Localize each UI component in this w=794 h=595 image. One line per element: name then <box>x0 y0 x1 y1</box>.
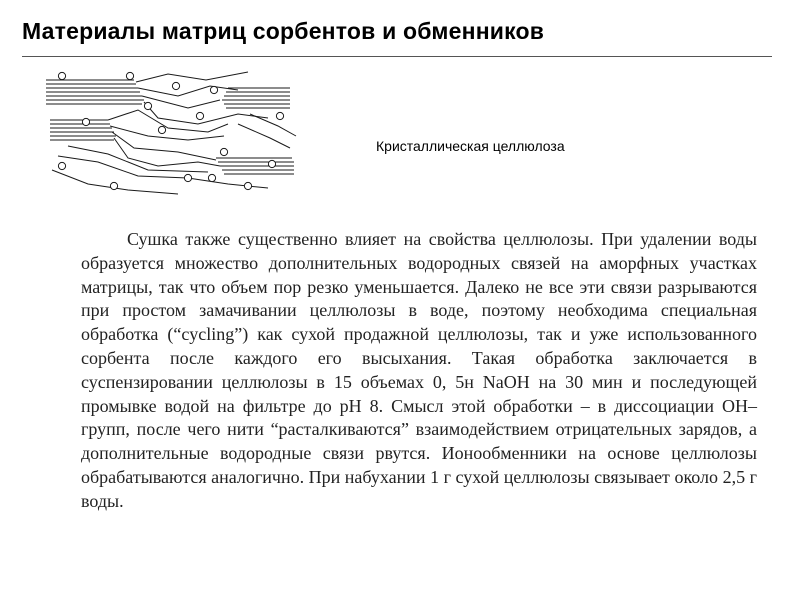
title-underline <box>22 56 772 57</box>
crystalline-region-left-top <box>46 80 144 104</box>
slide-title: Материалы матриц сорбентов и обменников <box>22 18 545 44</box>
side-group-circles <box>58 72 283 189</box>
crystalline-region-right <box>222 88 290 108</box>
crystalline-region-bottom-right <box>216 158 294 174</box>
body-paragraph: Сушка также существенно влияет на свойства целлюлозы. При удалении воды образуется множество дополнительных водородных связей на аморфных участках матрицы, так что объем пор резко уменьшается. Далеко не все эти связи разрываются при простом замачивании целлюлозы в воде, поэтому необходима специальная обработка (“cycling”) как сухой продажной целлюлозы, так и уже использованного сорбента после каждого его высыхания. Такая обработка заключается в суспензировании целлюлозы в 15 объемах 0, 5н NaOH на 30 мин и последующей промывке водой на фильтре до pH 8. Смысл этой обработки – в диссоциации ОН–групп, после чего нити “расталкиваются” взаимодействием отрицательных зарядов, а дополнительные водородные связи рвутся. Ионообменники на основе целлюлозы обрабатываются аналогично. При набухании 1 г сухой целлюлозы связывает около 2,5 г воды. <box>81 229 757 511</box>
cellulose-fiber-diagram <box>38 66 300 200</box>
amorphous-fibers <box>52 72 296 194</box>
figure-caption: Кристаллическая целлюлоза <box>376 138 565 154</box>
